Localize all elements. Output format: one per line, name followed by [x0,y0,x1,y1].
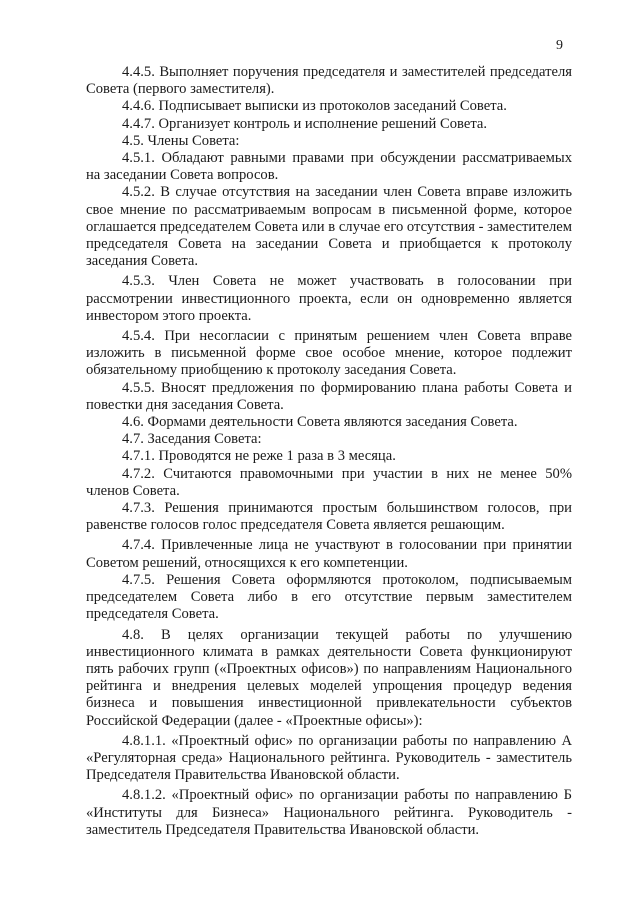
paragraph-4-8-1-1: 4.8.1.1. «Проектный офис» по организации работы по направлению А «Регуляторная среда» Национального рейтинга. Руководитель - заместитель Председателя Правительства Ивановской области. [86,732,572,784]
paragraph-4-5: 4.5. Члены Совета: [122,132,240,149]
paragraph-4-6: 4.6. Формами деятельности Совета являются заседания Совета. [122,414,518,431]
paragraph-4-5-5: 4.5.5. Вносят предложения по формированию плана работы Совета и повестки дня заседания Совета. [86,379,572,413]
paragraph-4-7-4: 4.7.4. Привлеченные лица не участвуют в голосовании при принятии Советом решений, относящихся к его компетенции. [86,537,572,571]
paragraph-4-7-3: 4.7.3. Решения принимаются простым большинством голосов, при равенстве голосов голос председателя Совета является решающим. [86,500,572,534]
page-number: 9 [556,38,563,53]
paragraph-4-8-1-2: 4.8.1.2. «Проектный офис» по организации работы по направлению Б «Институты для Бизнеса» Национального рейтинга. Руководитель - заместитель Председателя Правительства Ивановской области. [86,787,572,838]
document-body [86,64,572,839]
paragraph-4-4-6: 4.4.6. Подписывает выписки из протоколов заседаний Совета. [122,98,507,115]
paragraph-4-5-2: 4.5.2. В случае отсутствия на заседании член Совета вправе изложить свое мнение по рассматриваемым вопросам в письменной форме, которое оглашается председателем Совета или в случае его отсутствия - заместителем председателя Совета на заседании Совета и приобщается к протоколу заседания Совета. [86,184,572,270]
paragraph-4-4-7: 4.4.7. Организует контроль и исполнение решений Совета. [122,115,488,132]
paragraph-4-5-4: 4.5.4. При несогласии с принятым решением член Совета вправе изложить в письменной форме свое особое мнение, которое подлежит обязательному приобщению к протоколу заседания Совета. [86,328,572,379]
paragraph-4-5-1: 4.5.1. Обладают равными правами при обсуждении рассматриваемых на заседании Совета вопросов. [86,150,572,184]
paragraph-4-7-2: 4.7.2. Считаются правомочными при участии в них не менее 50% членов Совета. [86,465,572,499]
paragraph-4-7: 4.7. Заседания Совета: [122,431,262,448]
paragraph-4-5-3: 4.5.3. Член Совета не может участвовать в голосовании при рассмотрении инвестиционного проекта, если он одновременно является инвестором этого проекта. [86,273,572,324]
paragraph-4-8: 4.8. В целях организации текущей работы по улучшению инвестиционного климата в рамках деятельности Совета функционируют пять рабочих групп («Проектных офисов») по направлениям Национального рейтинга и внедрения целевых моделей упрощения процедур ведения бизнеса и повышения инвестиционной привлекательности субъектов Российской Федерации (далее - «Проектные офисы»): [86,626,572,729]
paragraph-4-7-1: 4.7.1. Проводятся не реже 1 раза в 3 месяца. [122,448,396,465]
paragraph-4-7-5: 4.7.5. Решения Совета оформляются протоколом, подписываемым председателем Совета либо в его отсутствие первым заместителем председателя Совета. [86,571,572,623]
paragraph-4-4-5: 4.4.5. Выполняет поручения председателя и заместителей председателя Совета (первого заместителя). [86,64,572,98]
